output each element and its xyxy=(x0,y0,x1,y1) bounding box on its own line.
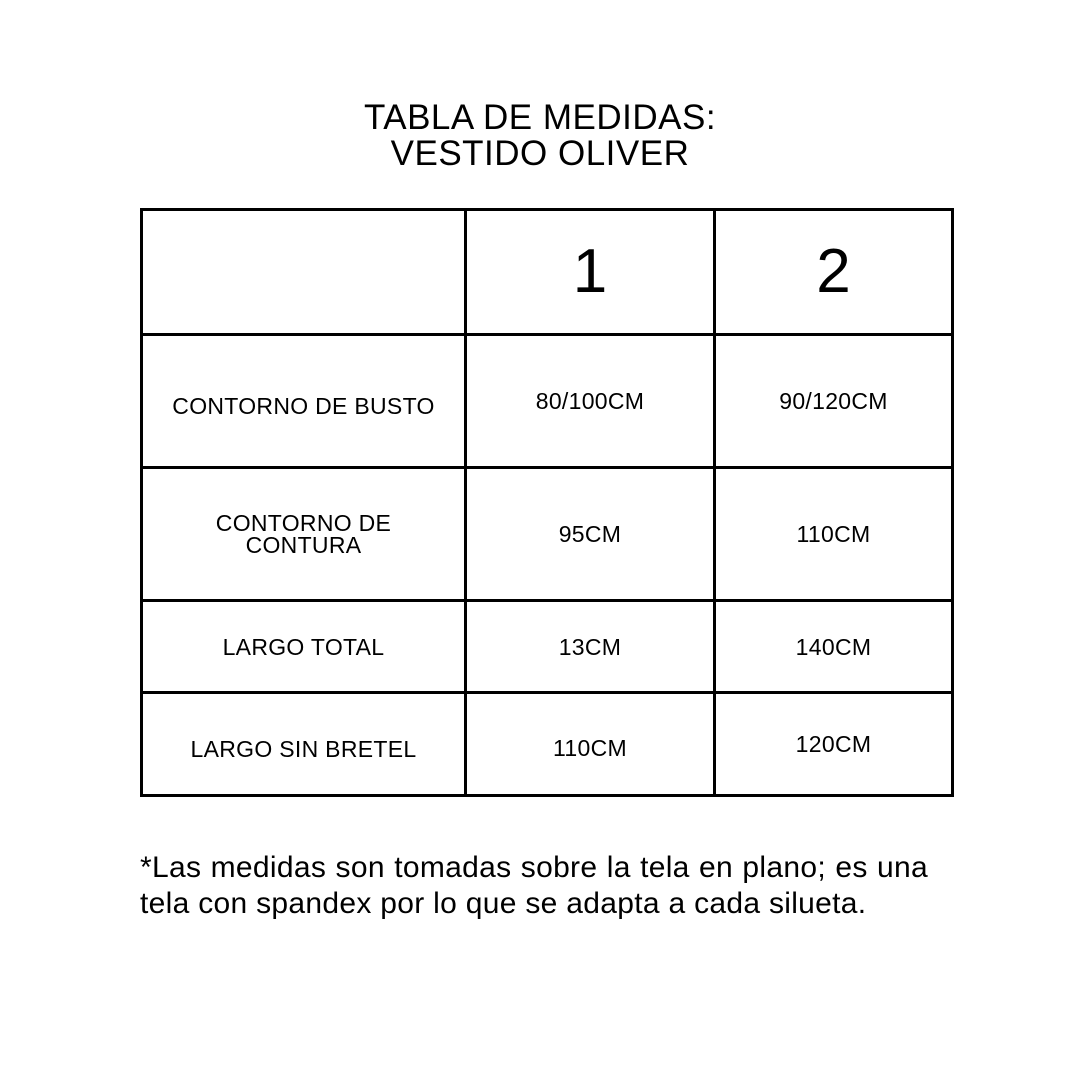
size-header-1: 1 xyxy=(466,210,715,335)
value-largo-sin-bretel-size-2: 120CM xyxy=(715,693,953,796)
value-largo-sin-bretel-size-1: 110CM xyxy=(466,693,715,796)
table-row xyxy=(142,601,953,693)
table-header-row xyxy=(142,210,953,335)
value-contura-size-1: 95CM xyxy=(466,468,715,601)
value-busto-size-2: 90/120CM xyxy=(715,335,953,468)
title-line-2: VESTIDO OLIVER xyxy=(390,134,690,173)
row-label-busto: CONTORNO DE BUSTO xyxy=(142,335,466,468)
value-contura-size-2: 110CM xyxy=(715,468,953,601)
table-row xyxy=(142,693,953,796)
fabric-note: *Las medidas son tomadas sobre la tela en plano; es una tela con spandex por lo que se adapta a cada silueta. xyxy=(140,851,928,920)
size-header-2: 2 xyxy=(715,210,953,335)
row-label-largo-total: LARGO TOTAL xyxy=(142,601,466,693)
table-row xyxy=(142,468,953,601)
table-row xyxy=(142,335,953,468)
value-largo-total-size-1: 13CM xyxy=(466,601,715,693)
size-chart-table xyxy=(140,208,954,797)
page-title xyxy=(0,100,1080,172)
title-line-1: TABLA DE MEDIDAS: xyxy=(363,98,717,137)
row-label-contura: CONTORNO DE CONTURA xyxy=(142,468,466,601)
row-label-largo-sin-bretel: LARGO SIN BRETEL xyxy=(142,693,466,796)
value-busto-size-1: 80/100CM xyxy=(466,335,715,468)
value-largo-total-size-2: 140CM xyxy=(715,601,953,693)
table-corner-cell xyxy=(142,210,466,335)
